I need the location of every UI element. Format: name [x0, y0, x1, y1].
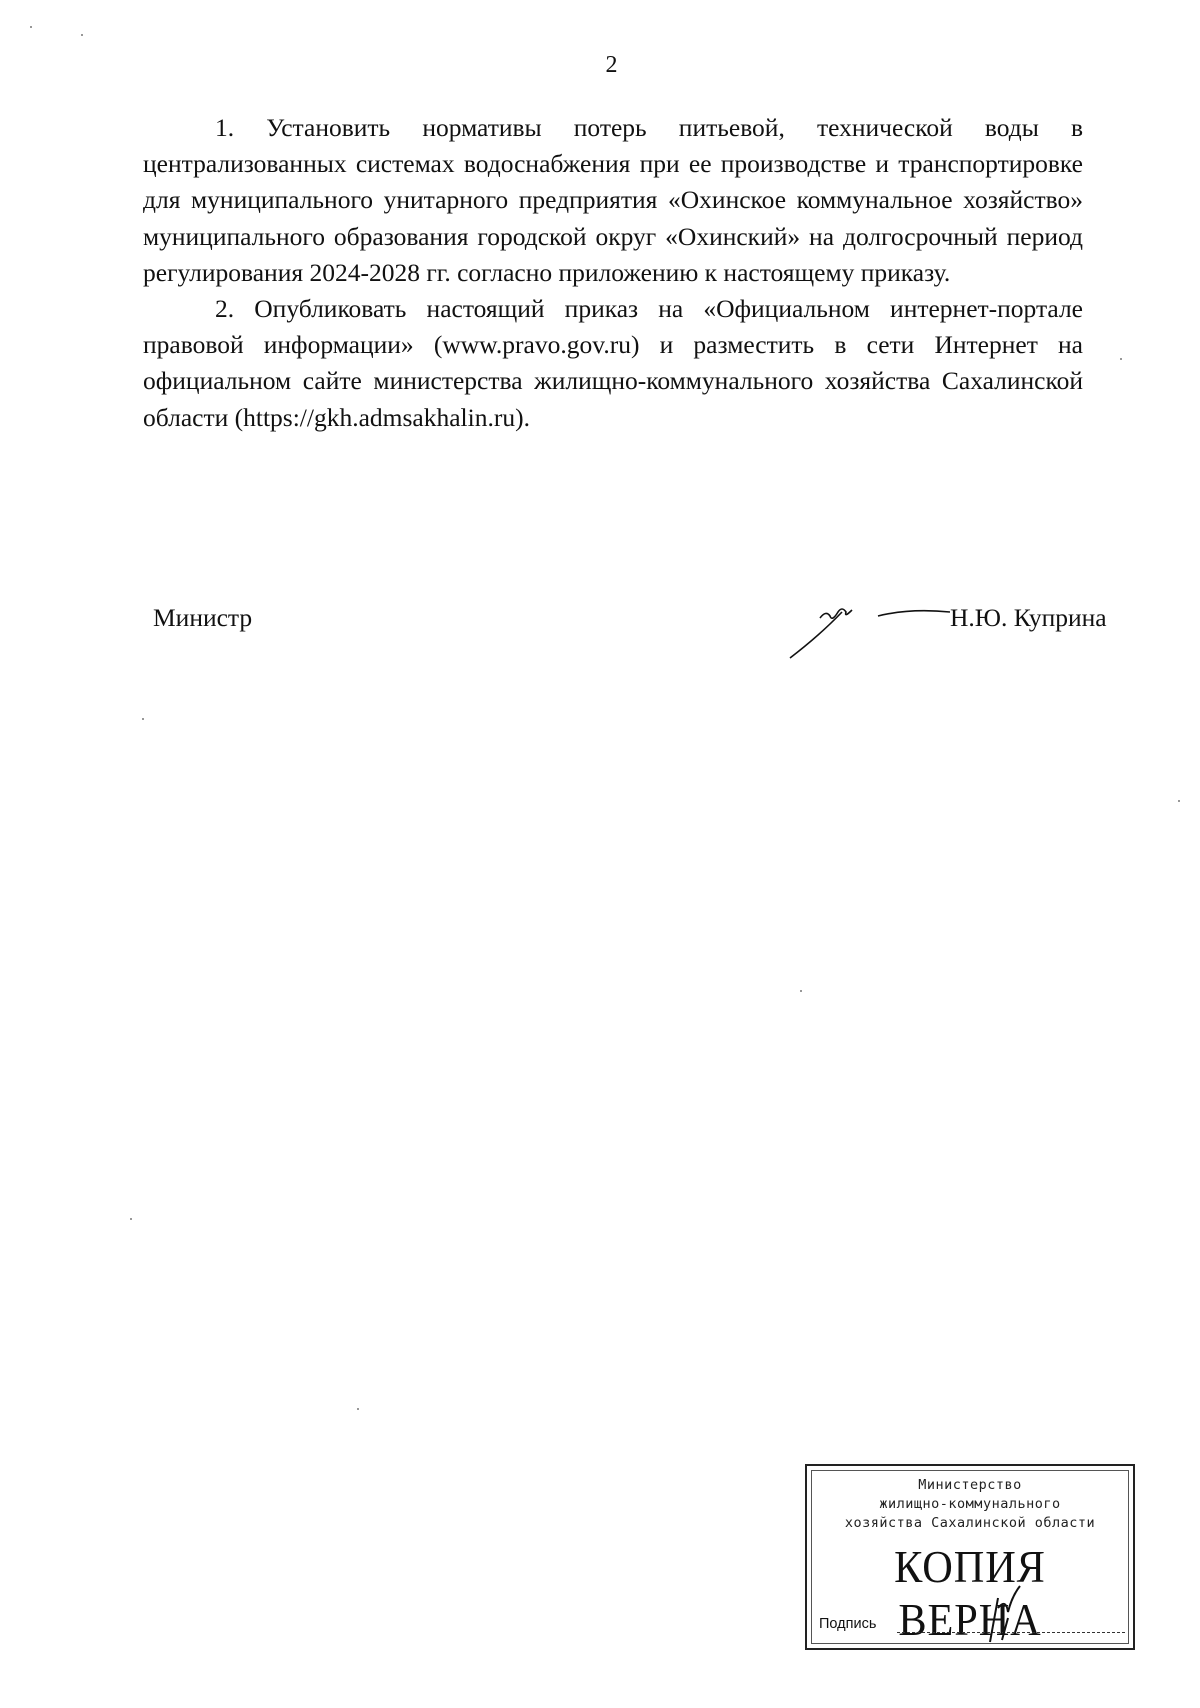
paragraph-2: 2. Опубликовать настоящий приказ на «Официальном интернет-портале правовой информации» (www.pravo.gov.ru) и разместить в сети Интернет на официальном сайте министерства жилищно-коммунального хозяйства Сахалинской области (https://gkh.admsakhalin.ru).	[143, 294, 1083, 432]
page-number: 2	[605, 52, 618, 78]
scan-speck	[1178, 800, 1180, 802]
scan-speck	[1120, 358, 1122, 360]
scan-speck	[357, 1408, 359, 1410]
scan-speck	[81, 34, 83, 36]
stamp-title: КОПИЯ ВЕРНА	[894, 1541, 1046, 1645]
stamp-org-line: Министерство	[918, 1477, 1022, 1493]
signer-name: Н.Ю. Куприна	[950, 603, 1107, 632]
body-text	[143, 110, 1083, 436]
certified-copy-stamp	[805, 1464, 1135, 1650]
stamp-organization	[807, 1476, 1133, 1533]
scan-speck	[30, 26, 32, 28]
stamp-org-line: хозяйства Сахалинской области	[844, 1515, 1096, 1531]
stamp-signature	[972, 1578, 1032, 1644]
scan-speck	[142, 718, 144, 720]
signer-position: Министр	[153, 603, 253, 632]
paragraph-1: 1. Установить нормативы потерь питьевой, технической воды в централизованных системах водоснабжения при ее производстве и транспортировке для муниципального унитарного предприятия «Охинское коммунальное хозяйство» муниципального образования городской округ «Охинский» на долгосрочный период регулирования 2024-2028 гг. согласно приложению к настоящему приказу.	[143, 113, 1083, 287]
stamp-sign-label: Подпись	[819, 1616, 877, 1632]
stamp-org-line: жилищно-коммунального	[879, 1496, 1061, 1512]
scan-speck	[130, 1218, 132, 1220]
scan-speck	[800, 990, 802, 992]
handwritten-signature	[780, 590, 950, 670]
